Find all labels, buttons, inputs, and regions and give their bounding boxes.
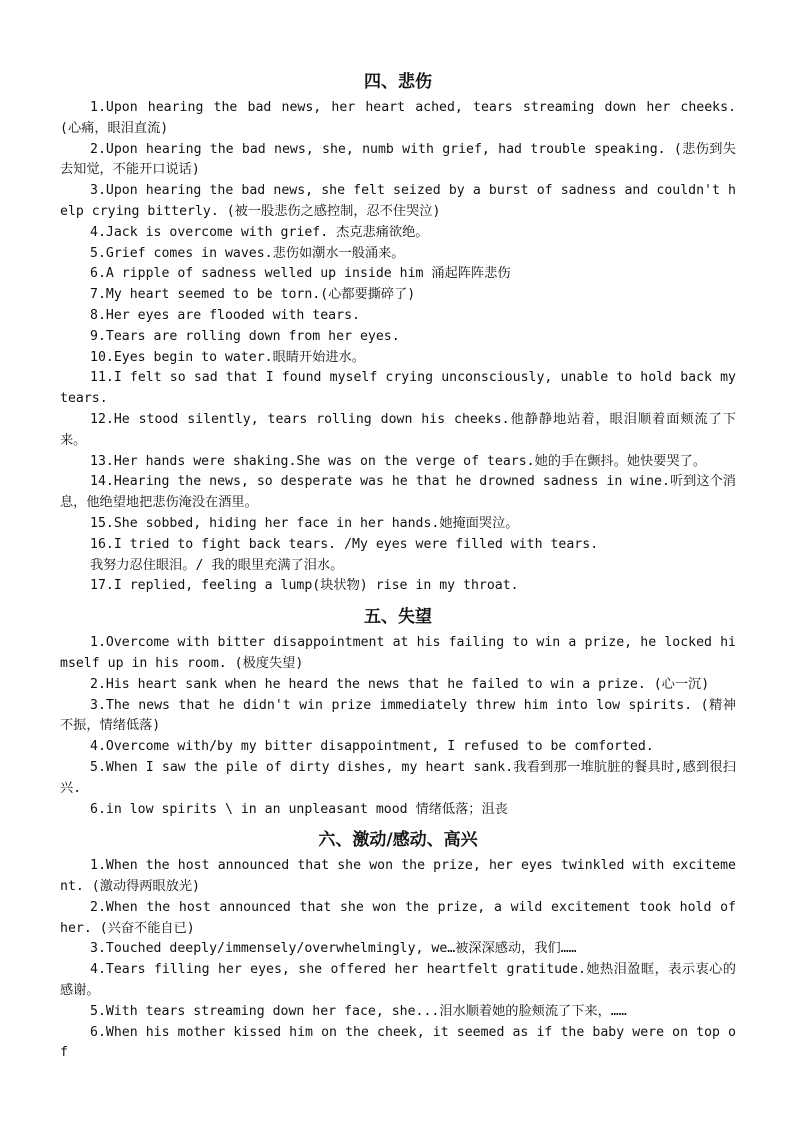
list-item: 15.She sobbed, hiding her face in her hands.她掩面哭泣。: [90, 515, 519, 531]
list-item: 11.I felt so sad that I found myself crying unconsciously, unable to hold back my tears.: [60, 370, 736, 407]
list-item: 2.Upon hearing the bad news, she, numb with grief, had trouble speaking. (悲伤到失去知觉，不能开口说话): [60, 141, 736, 178]
list-item-translation: 我努力忍住眼泪。/ 我的眼里充满了泪水。: [90, 557, 344, 573]
list-item: 1.Overcome with bitter disappointment at his failing to win a prize, he locked himself up in his room. (极度失望): [60, 635, 736, 671]
list-item: 3.Upon hearing the bad news, she felt seized by a burst of sadness and couldn't help crying bitterly. (被一股悲伤之感控制，忍不住哭泣): [60, 183, 736, 219]
list-item: 9.Tears are rolling down from her eyes.: [90, 328, 400, 344]
list-item: 10.Eyes begin to water.眼睛开始进水。: [90, 349, 365, 365]
list-item: 12.He stood silently, tears rolling down his cheeks.他静静地站着，眼泪顺着面颊流了下来。: [60, 411, 736, 448]
section-heading: 六、激动/感动、高兴: [318, 830, 478, 851]
list-item: 5.With tears streaming down her face, she...泪水顺着她的脸颊流了下来，……: [90, 1003, 627, 1019]
list-item: 3.The news that he didn't win prize immediately threw him into low spirits. (精神不振，情绪低落): [60, 697, 736, 734]
list-item: 5.When I saw the pile of dirty dishes, my heart sank.我看到那一堆肮脏的餐具时,感到很扫兴.: [60, 759, 736, 796]
section-heading: 五、失望: [364, 607, 432, 628]
list-item: 2.When the host announced that she won the prize, a wild excitement took hold of her. (兴奋不能自已): [60, 899, 736, 936]
section-disappointment: [60, 601, 736, 820]
list-item: 6.in low spirits \ in an unpleasant mood 情绪低落；沮丧: [90, 801, 508, 817]
list-item: 1.Upon hearing the bad news, her heart ached, tears streaming down her cheeks. (心痛，眼泪直流): [60, 100, 736, 136]
list-item: 4.Overcome with/by my bitter disappointment, I refused to be comforted.: [90, 739, 654, 755]
list-item: 13.Her hands were shaking.She was on the verge of tears.她的手在颤抖。她快要哭了。: [90, 453, 707, 469]
list-item: 14.Hearing the news, so desperate was he that he drowned sadness in wine.听到这个消息，他绝望地把悲伤淹没在酒里。: [60, 474, 736, 511]
list-item: 7.My heart seemed to be torn.(心都要撕碎了): [90, 287, 416, 303]
section-excitement: [60, 824, 736, 1064]
section-heading: 四、悲伤: [364, 72, 432, 92]
list-item: 5.Grief comes in waves.悲伤如潮水一般涌来。: [90, 245, 405, 261]
list-item: 6.A ripple of sadness welled up inside him 涌起阵阵悲伤: [90, 266, 511, 282]
list-item: 4.Jack is overcome with grief. 杰克悲痛欲绝。: [90, 224, 429, 240]
list-item: 2.His heart sank when he heard the news that he failed to win a prize. (心一沉): [90, 676, 710, 692]
list-item: 8.Her eyes are flooded with tears.: [90, 307, 360, 323]
list-item: 6.When his mother kissed him on the cheek, it seemed as if the baby were on top of: [60, 1024, 736, 1061]
list-item: 17.I replied, feeling a lump(块状物) rise in my throat.: [90, 578, 519, 594]
list-item: 3.Touched deeply/immensely/overwhelmingly, we…被深深感动，我们……: [90, 941, 577, 957]
list-item: 4.Tears filling her eyes, she offered her heartfelt gratitude.她热泪盈眶，表示衷心的感谢。: [60, 962, 736, 999]
list-item: 1.When the host announced that she won the prize, her eyes twinkled with excitement. (激动得两眼放光): [60, 858, 736, 895]
document-page: [60, 66, 736, 1064]
section-sadness: [60, 66, 736, 597]
list-item: 16.I tried to fight back tears. /My eyes were filled with tears.: [90, 536, 599, 552]
